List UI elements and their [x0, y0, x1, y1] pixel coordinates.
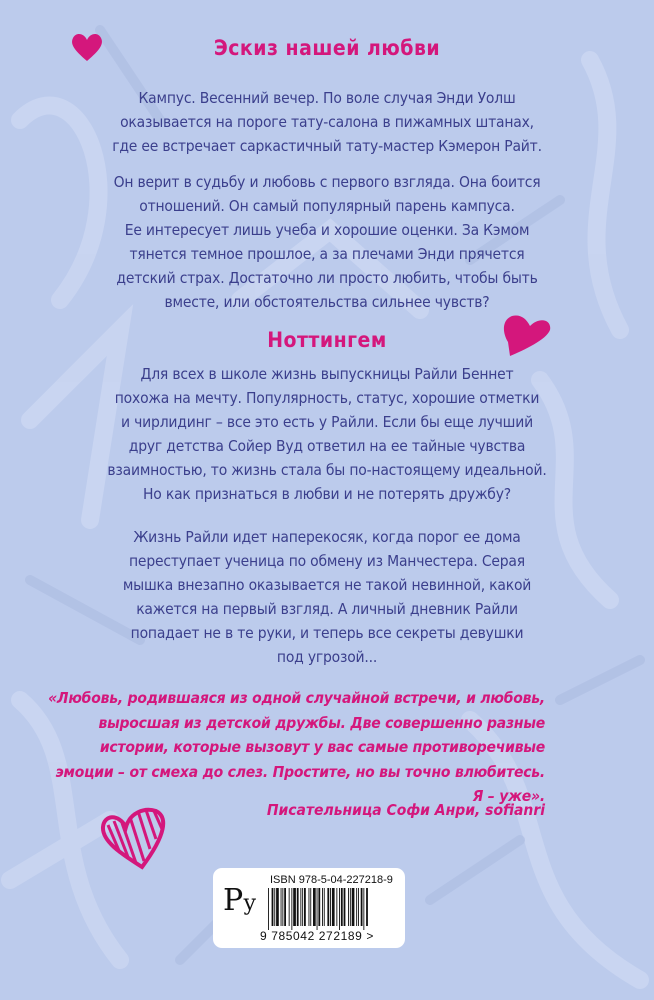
- book2-paragraph1: [0, 362, 654, 506]
- quote-line: «Любовь, родившаяся из одной случайной встречи, и любовь,: [48, 689, 545, 707]
- text-line: Но как признаться в любви и не потерять дружбу?: [143, 485, 511, 503]
- barcode-bar: [300, 888, 301, 926]
- quote-line: Я – уже».: [472, 787, 545, 805]
- text-line: мышка внезапно оказывается не такой невинной, какой: [122, 576, 532, 594]
- text-line: вместе, или обстоятельства сильнее чувств?: [164, 293, 490, 311]
- barcode-bar: [363, 888, 364, 930]
- barcode-bar: [302, 888, 303, 926]
- barcode-bar: [289, 888, 290, 926]
- barcode-bar: [282, 888, 283, 926]
- text-line: где ее встречает саркастичный тату-мастер Кэмерон Райт.: [112, 137, 542, 155]
- review-quote: [48, 686, 545, 809]
- barcode-bar: [336, 888, 337, 926]
- barcode-bar: [327, 888, 329, 926]
- text-line: тянется темное прошлое, а за плечами Энди прячется: [129, 245, 525, 263]
- publisher-logo: Ру: [223, 883, 257, 918]
- text-line: отношений. Он самый популярный парень кампуса.: [139, 197, 515, 215]
- barcode-bar: [274, 888, 275, 926]
- barcode-bar: [366, 888, 368, 926]
- barcode-bar: [352, 888, 355, 926]
- book1-paragraph1: [0, 86, 654, 158]
- barcode-bar: [309, 888, 310, 926]
- quote-attribution: Писательница Софи Анри, sofianri: [266, 801, 545, 819]
- barcode-bar: [330, 888, 331, 926]
- text-line: похожа на мечту. Популярность, статус, хорошие отметки: [114, 389, 540, 407]
- barcode-bar: [284, 888, 286, 926]
- barcode-bar: [313, 888, 316, 926]
- book1-paragraph2: [0, 170, 654, 314]
- text-line: кажется на первый взгляд. А личный дневник Райли: [136, 600, 518, 618]
- barcode-bar: [317, 888, 318, 930]
- barcode-bar: [341, 888, 343, 926]
- barcode-bar: [322, 888, 323, 926]
- barcode-bar: [293, 888, 296, 926]
- barcode-bar: [324, 888, 325, 926]
- isbn-text: ISBN 978-5-04-227218-9: [270, 874, 393, 886]
- scribbled-heart-icon: [100, 805, 170, 870]
- barcode-bar: [297, 888, 299, 926]
- text-line: взаимностью, то жизнь стала бы по-настоящему идеальной.: [107, 461, 547, 479]
- heart-icon: [500, 312, 552, 358]
- barcode-bar: [304, 888, 306, 926]
- barcode-bar: [291, 888, 292, 930]
- text-line: оказывается на пороге тату-салона в пижамных штанах,: [120, 113, 534, 131]
- text-line: Ее интересует лишь учеба и хорошие оценки. За Кэмом: [124, 221, 530, 239]
- isbn-barcode-label: [213, 868, 405, 948]
- barcode-bar: [318, 888, 320, 926]
- text-line: под угрозой...: [276, 648, 378, 666]
- barcode-bar: [310, 888, 311, 926]
- book1-title: Эскиз нашей любви: [213, 36, 441, 60]
- text-line: Жизнь Райли идет наперекосяк, когда порог ее дома: [133, 528, 521, 546]
- text-line: и чирлидинг – все это есть у Райли. Если бы еще лучший: [121, 413, 533, 431]
- barcode-bar: [350, 888, 351, 926]
- barcode-bar: [358, 888, 359, 926]
- barcode-bar: [356, 888, 357, 926]
- barcode-bars: [268, 888, 368, 930]
- text-line: Кампус. Весенний вечер. По воле случая Энди Уолш: [138, 89, 516, 107]
- text-line: детский страх. Достаточно ли просто любить, чтобы быть: [116, 269, 538, 287]
- barcode-bar: [348, 888, 349, 926]
- book2-paragraph2: [0, 525, 654, 669]
- barcode-bar: [276, 888, 279, 926]
- ean-digits: 9 785042 272189 >: [260, 929, 374, 943]
- quote-line: истории, которые вызовут у вас самые противоречивые: [99, 738, 545, 756]
- text-line: Он верит в судьбу и любовь с первого взгляда. Она боится: [113, 173, 541, 191]
- quote-line: эмоции – от смеха до слез. Простите, но вы точно влюбитесь.: [55, 762, 545, 781]
- barcode-bar: [332, 888, 335, 926]
- book2-title: Ноттингем: [267, 328, 387, 352]
- barcode-bar: [361, 888, 363, 926]
- text-line: попадает не в те руки, и теперь все секреты девушки: [130, 624, 524, 642]
- barcode-bar: [281, 888, 282, 926]
- text-line: переступает ученица по обмену из Манчестера. Серая: [129, 552, 525, 570]
- barcode-bar: [268, 888, 269, 930]
- barcode-bar: [344, 888, 346, 926]
- text-line: Для всех в школе жизнь выпускницы Райли Беннет: [140, 365, 514, 383]
- quote-line: выросшая из детской дружбы. Две совершенно разные: [98, 713, 545, 732]
- barcode-bar: [272, 888, 274, 926]
- text-line: друг детства Сойер Вуд ответил на ее тайные чувства: [128, 437, 526, 455]
- barcode-bar: [339, 888, 340, 930]
